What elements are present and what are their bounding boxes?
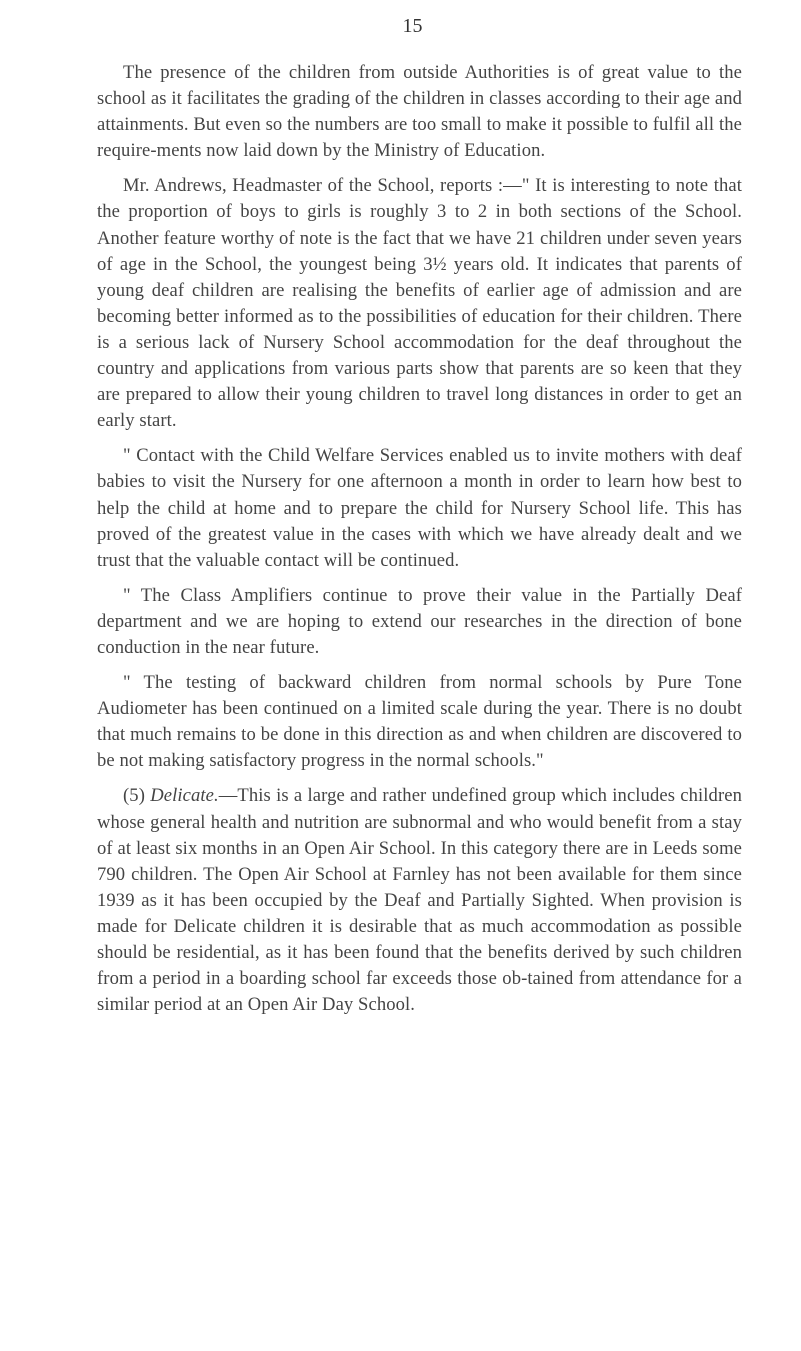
page-number: 15 xyxy=(402,15,423,37)
paragraph-audiometer-testing: " The testing of backward children from normal schools by Pure Tone Audiometer has been continued on a limited scale during the year. There is no doubt that much remains to be done in this direction as and when children are discovered to be not making satisfactory progress in the normal schools." xyxy=(97,672,742,772)
paragraph-child-welfare: " Contact with the Child Welfare Services enabled us to invite mothers with deaf babies to visit the Nursery for one afternoon a month in order to learn how best to help the child at home and to prepare the child for Nursery School life. This has proved of the greatest value in the cases with which we have already dealt and we trust that the valuable contact will be continued. xyxy=(97,445,742,571)
paragraph-delicate xyxy=(97,783,742,1018)
section-body: —This is a large and rather undefined group which includes children whose general health and nutrition are subnormal and who would benefit from a stay of at least six months in an Open Air School. In this category there are in Leeds some 790 children. The Open Air School at Farnley has not been available for them since 1939 as it has been occupied by the Deaf and Partially Sighted. When provision is made for Delicate children it is desirable that as much accommodation as possible should be residential, as it has been found that the benefits derived by such children from a period in a boarding school far exceeds those ob-tained from attendance for a similar period at an Open Air Day School. xyxy=(97,785,742,1016)
section-heading: Delicate. xyxy=(150,785,219,807)
paragraph-headmaster-report: Mr. Andrews, Headmaster of the School, reports :—" It is interesting to note that the proportion of boys to girls is roughly 3 to 2 in both sections of the School. Another feature worthy of note is the fact that we have 21 children under seven years of age in the School, the youngest being 3½ years old. It indicates that parents of young deaf children are realising the benefits of earlier age of admission and are becoming better informed as to the possibilities of education for their children. There is a serious lack of Nursery School accommodation for the deaf throughout the country and applications from various parts show that parents are so keen that they are prepared to allow their young children to travel long distances in order to get an early start. xyxy=(97,175,742,432)
paragraph-outside-authorities: The presence of the children from outside Authorities is of great value to the school as it facilitates the grading of the children in classes according to their age and attainments. But even so the numbers are too small to make it possible to fulfil all the require-ments now laid down by the Ministry of Education. xyxy=(97,62,742,162)
section-number: (5) xyxy=(123,785,151,807)
paragraph-class-amplifiers: " The Class Amplifiers continue to prove their value in the Partially Deaf department and we are hoping to extend our researches in the direction of bone conduction in the near future. xyxy=(97,584,742,658)
